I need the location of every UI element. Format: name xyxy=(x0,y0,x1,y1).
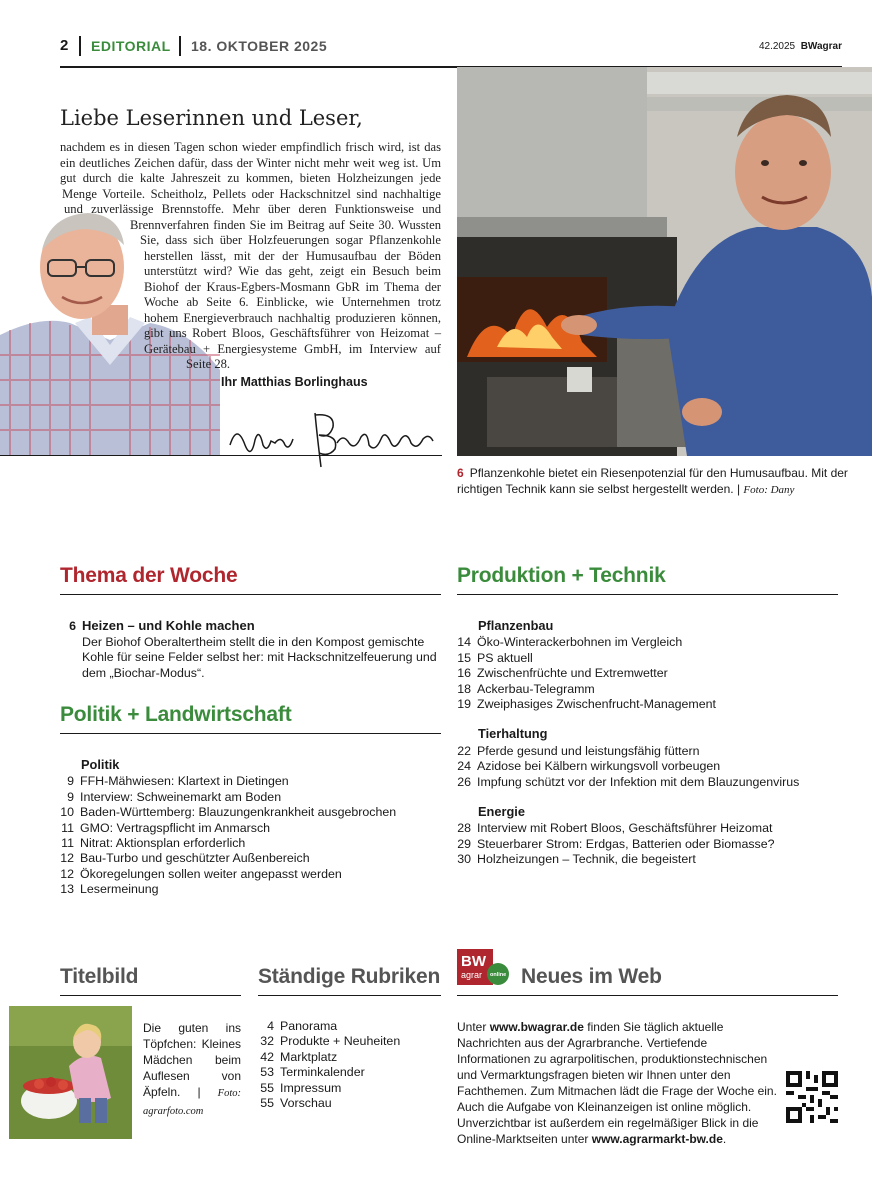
cover-caption-credit: Foto: agrarfoto.com xyxy=(143,1088,241,1117)
toc-row[interactable] xyxy=(451,682,841,697)
toc-row[interactable] xyxy=(451,759,841,774)
cover-caption-text: Die guten ins Töpfchen: Kleines Mädchen beim Auflesen von Äpfeln. xyxy=(143,1021,241,1099)
toc-title: Impfung schützt vor der Infektion mit dem Blauzungenvirus xyxy=(477,774,800,789)
toc-title: Azidose bei Kälbern wirkungsvoll vorbeugen xyxy=(477,759,721,774)
toc-row[interactable] xyxy=(54,851,439,866)
toc-row[interactable] xyxy=(451,837,841,852)
logo-agrar-text: agrar xyxy=(461,970,483,980)
header-divider xyxy=(79,36,81,56)
toc-row[interactable] xyxy=(54,805,439,820)
brand-name: BWagrar xyxy=(800,41,842,52)
text-wrap-spacer xyxy=(60,357,186,373)
toc-page: 28 xyxy=(457,821,471,836)
toc-page: 19 xyxy=(457,697,471,712)
toc-row[interactable] xyxy=(54,867,439,882)
text-wrap-spacer xyxy=(60,326,144,342)
toc-page: 30 xyxy=(457,852,471,867)
toc-title: Pferde gesund und leistungsfähig füttern xyxy=(477,743,700,758)
caption-credit: Foto: Dany xyxy=(743,484,795,496)
toc-title: Terminkalender xyxy=(280,1065,365,1080)
toc-page: 9 xyxy=(67,774,74,789)
politik-subheading: Politik xyxy=(81,757,120,772)
toc-row[interactable] xyxy=(254,1034,444,1049)
editorial-rule xyxy=(0,455,442,456)
toc-title: Vorschau xyxy=(280,1096,332,1111)
toc-title: Ackerbau-Telegramm xyxy=(477,681,595,696)
toc-title: Steuerbarer Strom: Erdgas, Batterien oder Biomasse? xyxy=(477,836,775,851)
toc-title: Interview mit Robert Bloos, Geschäftsführer Heizomat xyxy=(477,821,773,836)
caption-page-number: 6 xyxy=(457,466,464,480)
web-text-3: . xyxy=(722,1132,727,1146)
toc-title: Marktplatz xyxy=(280,1049,338,1064)
toc-row[interactable] xyxy=(54,790,439,805)
thema-title: Heizen – und Kohle machen xyxy=(82,618,255,633)
toc-row[interactable] xyxy=(451,852,841,867)
toc-page: 15 xyxy=(457,650,471,665)
titelbild-heading: Titelbild xyxy=(60,965,139,988)
text-wrap-spacer xyxy=(60,264,144,280)
agrarmarkt-link[interactable]: www.agrarmarkt-bw.de xyxy=(591,1132,723,1146)
toc-row[interactable] xyxy=(54,821,439,836)
toc-page: 12 xyxy=(60,851,74,866)
web-heading: Neues im Web xyxy=(521,965,662,988)
toc-title: Öko-Winterackerbohnen im Vergleich xyxy=(477,635,683,650)
thema-entry[interactable] xyxy=(60,618,440,681)
toc-page: 10 xyxy=(60,805,74,820)
toc-page: 55 xyxy=(260,1080,274,1095)
toc-page: 26 xyxy=(457,774,471,789)
qr-code-icon[interactable] xyxy=(786,1071,838,1123)
text-wrap-spacer xyxy=(60,233,140,249)
toc-row[interactable] xyxy=(451,635,841,650)
text-wrap-spacer xyxy=(60,373,210,389)
text-wrap-spacer xyxy=(60,280,144,296)
toc-row[interactable] xyxy=(451,821,841,836)
toc-row[interactable] xyxy=(254,1096,444,1111)
toc-page: 18 xyxy=(457,681,471,696)
toc-row[interactable] xyxy=(254,1019,444,1034)
rubriken-list xyxy=(254,1019,444,1111)
thema-page: 6 xyxy=(69,619,76,633)
toc-title: PS aktuell xyxy=(477,650,533,665)
toc-row[interactable] xyxy=(54,836,439,851)
web-text-1: Unter xyxy=(457,1020,490,1034)
page-number: 2 xyxy=(60,37,69,54)
toc-page: 24 xyxy=(457,759,471,774)
politik-list xyxy=(54,757,439,898)
editorial-title: Liebe Leserinnen und Leser, xyxy=(60,106,363,130)
web-text xyxy=(457,1019,839,1147)
toc-title: Bau-Turbo und geschützter Außenbereich xyxy=(80,851,310,866)
cover-caption xyxy=(143,1020,241,1120)
editorial-signoff: Ihr Matthias Borlinghaus xyxy=(221,375,368,389)
toc-page: 22 xyxy=(457,743,471,758)
toc-row[interactable] xyxy=(451,775,841,790)
toc-page: 12 xyxy=(60,866,74,881)
toc-row[interactable] xyxy=(451,651,841,666)
toc-page: 53 xyxy=(260,1065,274,1080)
toc-page: 55 xyxy=(260,1096,274,1111)
toc-title: Panorama xyxy=(280,1019,338,1033)
issue-date: 18. OKTOBER 2025 xyxy=(191,38,328,54)
caption-separator: | xyxy=(736,482,741,496)
rubriken-heading: Ständige Rubriken xyxy=(258,965,441,988)
photo-caption xyxy=(457,465,857,498)
energie-subheading: Energie xyxy=(478,804,525,820)
toc-page: 11 xyxy=(61,836,74,851)
produktion-rule xyxy=(457,594,838,595)
thema-rule xyxy=(60,594,441,595)
thema-heading: Thema der Woche xyxy=(60,564,238,587)
toc-title: Impressum xyxy=(280,1080,342,1095)
pflanzenbau-subheading: Pflanzenbau xyxy=(478,618,554,633)
caption-text: Pflanzenkohle bietet ein Riesenpotenzial für den Humusaufbau. Mit der richtigen Technik kann sie selbst hergestellt werden. xyxy=(457,466,848,496)
editorial-body-wrap xyxy=(60,140,441,388)
toc-page: 32 xyxy=(260,1034,274,1049)
toc-row[interactable] xyxy=(54,882,439,897)
signature xyxy=(225,405,445,475)
toc-title: Produkte + Neuheiten xyxy=(280,1034,401,1049)
toc-page: 11 xyxy=(61,820,74,835)
cover-photo xyxy=(9,1006,132,1139)
text-wrap-spacer xyxy=(60,218,130,234)
politik-heading: Politik + Landwirtschaft xyxy=(60,703,292,726)
boiler-photo xyxy=(457,67,872,456)
toc-page: 13 xyxy=(60,882,74,897)
toc-page: 16 xyxy=(457,666,471,681)
toc-title: Holzheizungen – Technik, die begeistert xyxy=(477,852,696,867)
thema-description: Der Biohof Oberaltertheim stellt die in den Kompost gemischte Kohle für seine Felder selbst her: mit Hackschnitzelfeuerung und dem „Biochar-Modus“. xyxy=(82,634,437,680)
toc-page: 42 xyxy=(260,1049,274,1064)
titelbild-rule xyxy=(60,995,241,996)
toc-title: Baden-Württemberg: Blauzungenkrankheit ausgebrochen xyxy=(80,805,397,820)
text-wrap-spacer xyxy=(60,311,144,327)
section-label: EDITORIAL xyxy=(91,38,171,54)
toc-title: GMO: Vertragspflicht im Anmarsch xyxy=(80,820,271,835)
text-wrap-spacer xyxy=(60,249,144,265)
toc-row[interactable] xyxy=(254,1050,444,1065)
produktion-heading: Produktion + Technik xyxy=(457,564,666,587)
toc-title: Zweiphasiges Zwischenfrucht-Management xyxy=(477,697,716,712)
header-divider xyxy=(179,36,181,56)
issue-number: 42.2025 xyxy=(758,41,796,52)
logo-online-text: online xyxy=(490,972,507,978)
toc-page: 14 xyxy=(457,635,471,650)
toc-row[interactable] xyxy=(254,1065,444,1080)
cover-caption-separator: | xyxy=(197,1085,201,1099)
toc-row[interactable] xyxy=(254,1081,444,1096)
toc-title: Interview: Schweinemarkt am Boden xyxy=(80,789,282,804)
toc-row[interactable] xyxy=(451,666,841,681)
toc-row[interactable] xyxy=(451,744,841,759)
toc-title: FFH-Mähwiesen: Klartext in Dietingen xyxy=(80,774,289,789)
text-wrap-spacer xyxy=(60,295,144,311)
toc-page: 9 xyxy=(67,789,74,804)
rubriken-rule xyxy=(258,995,441,996)
logo-bw-text: BW xyxy=(461,953,486,970)
politik-rule xyxy=(60,733,441,734)
tierhaltung-subheading: Tierhaltung xyxy=(478,726,548,742)
text-wrap-spacer xyxy=(60,342,144,358)
produktion-list xyxy=(451,618,841,868)
issue-info xyxy=(759,41,842,52)
toc-row[interactable] xyxy=(451,697,841,712)
web-rule xyxy=(457,995,838,996)
toc-page: 4 xyxy=(267,1019,274,1033)
web-text-2: finden Sie täglich aktuelle Nachrichten aus der Agrarbranche. Vertiefende Informationen zu agrarpolitischen, produktionstechnischen und Vermarktungsfragen bieten wir Ihnen unter den Fachthemen. Zum Mitmachen lädt die Frage der Woche ein. Auch die Aufgabe von Kleinanzeigen ist online möglich. Unverzichtbar ist außerdem ein regelmäßiger Blick in die Online-Marktseiten unter xyxy=(457,1020,777,1146)
bwagrar-online-logo xyxy=(457,949,509,985)
bwagrar-link[interactable]: www.bwagrar.de xyxy=(489,1020,584,1034)
toc-row[interactable] xyxy=(54,774,439,789)
toc-page: 29 xyxy=(457,836,471,851)
toc-title: Lesermeinung xyxy=(80,882,159,897)
editorial-body: nachdem es in diesen Tagen schon wieder empfindlich frisch wird, ist das ein deutliches Zeichen dafür, dass der Winter nicht mehr weit weg ist. Um gut durch die kalte Jahreszeit zu kommen, bieten Holzheizungen jede Menge Vorteile. Scheitholz, Pellets oder Hackschnitzel sind nachhaltige und zuverlässige Brennstoffe. Mehr über deren Funktionsweise und Brennverfahren finden Sie im Beitrag auf Seite 30. Wussten Sie, dass sich über Holzfeuerungen sogar Pflanzenkohle herstellen lässt, mit der der Humusaufbau der Böden unterstützt wird? Wie das geht, zeigt ein Besuch beim Biohof der Kraus-Egbers-Mosmann GbR im Thema der Woche ab Seite 6. Einblicke, wie Unternehmen trotz hohem Energieverbrauch nachhaltig produzieren können, gibt uns Robert Bloos, Geschäftsführer von Heizomat – Gerätebau + Energiesysteme GmbH, im Interview auf Seite 28. xyxy=(60,140,441,371)
toc-title: Zwischenfrüchte und Extremwetter xyxy=(477,666,668,681)
toc-title: Ökoregelungen sollen weiter angepasst werden xyxy=(80,866,342,881)
toc-title: Nitrat: Aktionsplan erforderlich xyxy=(80,836,246,851)
